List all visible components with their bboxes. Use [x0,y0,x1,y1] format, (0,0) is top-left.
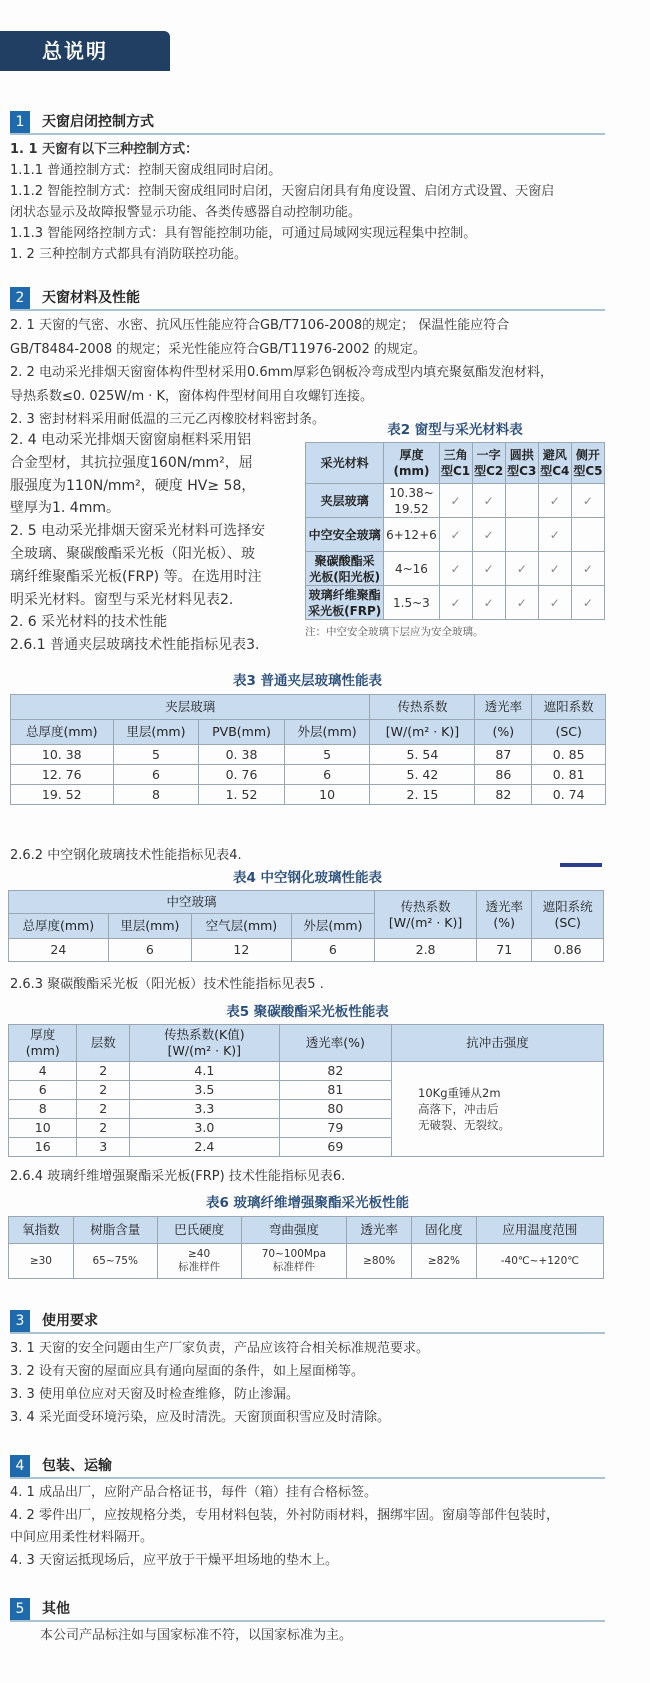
table-cell: 10.38~ 19.52 [384,484,439,518]
table-cell: 0. 38 [199,745,284,765]
column-header: 传热系数(K值) [W/(m² · K)] [130,1025,280,1062]
paragraph-line: 闭状态显示及故障报警显示功能、各类传感器自动控制功能。 [10,205,362,220]
section-5-body [40,1625,352,1647]
table-cell: 10. 38 [11,745,114,765]
section-4-heading [10,1455,605,1479]
column-header: 外层(mm) [284,720,370,745]
table-row [306,484,605,518]
paragraph-line: 2. 2 电动采光排烟天窗窗体构件型材采用0.6mm厚彩色钢板冷弯成型内填充聚氨酯发泡材料， [10,365,553,380]
table2-note: 注：中空安全玻璃下层应为安全玻璃。 [305,626,484,638]
table-cell: 5. 42 [370,765,475,785]
table-cell: ≥82% [412,1244,477,1279]
table4 [8,890,604,962]
table-cell: 5 [113,745,199,765]
column-header: 传热系数 [W/(m² · K)] [375,891,477,939]
row-header: 中空安全玻璃 [306,518,384,552]
table-cell: ≥40 标准样件 [157,1244,241,1279]
table6-title: 表6 玻璃纤维增强聚酯采光板性能 [205,1195,410,1211]
table2 [305,442,605,620]
check-cell: ✓ [472,484,505,518]
column-header: 里层(mm) [113,720,199,745]
paragraph-line: 2.6.1 普通夹层玻璃技术性能指标见表3. [10,637,260,654]
column-header: 应用温度范围 [476,1217,603,1244]
column-header: 三角 型C1 [439,443,472,484]
column-header: 弯曲强度 [241,1217,347,1244]
column-header: 抗冲击强度 [392,1025,604,1062]
table-cell: 0. 76 [199,765,284,785]
table-row [306,586,605,620]
column-header: (SC) [532,720,606,745]
paragraph-line: 本公司产品标注如与国家标准不符，以国家标准为主。 [40,1628,353,1643]
check-cell: ✓ [505,552,538,586]
table-cell: 6 [113,765,199,785]
table-cell: 3.3 [130,1100,280,1119]
section-2-heading [10,287,605,311]
column-header: 采光材料 [306,443,384,484]
paragraph-line: 明采光材料。窗型与采光材料见表2. [10,591,234,608]
table-cell: 2.4 [130,1138,280,1157]
check-cell: ✓ [505,586,538,620]
paragraph-line: 1.1.1 普通控制方式：控制天窗成组同时启闭。 [10,163,282,178]
table-cell: 86 [475,765,532,785]
column-header: 透光率 [475,695,532,720]
table-cell: 2 [77,1081,130,1100]
column-header: 空气层(mm) [192,914,292,939]
table-cell: 82 [279,1062,391,1081]
row-header: 聚碳酸酯采 光板(阳光板) [306,552,384,586]
table-cell: 65~75% [73,1244,157,1279]
table-cell: 12 [192,939,292,962]
check-cell: ✓ [571,484,604,518]
table-cell: 80 [279,1100,391,1119]
check-cell: ✓ [538,586,571,620]
table-cell: 16 [9,1138,77,1157]
column-header: 树脂含量 [73,1217,157,1244]
table-row [11,745,606,765]
section-5-heading [10,1598,605,1622]
column-header: 侧开 型C5 [571,443,604,484]
table-cell: 0.86 [532,939,604,962]
table-cell: 82 [475,785,532,805]
column-header: 氧指数 [9,1217,74,1244]
column-header: 外层(mm) [291,914,374,939]
table-cell: 3.0 [130,1119,280,1138]
section-title: 包装、运输 [42,1458,112,1474]
section-2-body [10,314,553,432]
paragraph-line: 1.1.2 智能控制方式：控制天窗成组同时启闭，天窗启闭具有角度设置、启闭方式设置、天窗启 [10,184,555,199]
paragraph-line: 3. 4 采光面受环境污染，应及时清洗。天窗顶面积雪应及时清除。 [10,1410,390,1425]
table3 [10,694,606,805]
table-cell: ≥80% [347,1244,412,1279]
paragraph-line: 中间应用柔性材料隔开。 [10,1530,154,1545]
column-header: PVB(mm) [199,720,284,745]
column-header: 总厚度(mm) [11,720,114,745]
table-cell: 19. 52 [11,785,114,805]
section-title: 天窗启闭控制方式 [42,114,154,130]
table-cell: 12. 76 [11,765,114,785]
table-cell: 0. 85 [532,745,606,765]
column-header: 固化度 [412,1217,477,1244]
table-header-row [9,891,604,914]
table-cell: 0. 81 [532,765,606,785]
table-cell: 2. 15 [370,785,475,805]
check-cell: ✓ [439,552,472,586]
table-cell: 4.1 [130,1062,280,1081]
column-header: 透光率(%) [279,1025,391,1062]
group-header: 夹层玻璃 [11,695,370,720]
table-header-row [306,443,605,484]
table-cell: 8 [9,1100,77,1119]
table-cell: 2.8 [375,939,477,962]
table-cell: 3 [77,1138,130,1157]
table-cell: -40℃~+120℃ [476,1244,603,1279]
table-cell: 70~100Mpa 标准样件 [241,1244,347,1279]
column-header: 遮阳系数 [532,695,606,720]
check-cell [505,518,538,552]
table-cell: 6+12+6 [384,518,439,552]
table3-title: 表3 普通夹层玻璃性能表 [232,673,383,689]
table-cell: 0. 74 [532,785,606,805]
column-header: 里层(mm) [108,914,191,939]
paragraph-line: 服强度为110N/mm²，硬度 HV≥ 58， [10,477,256,494]
table-cell: 79 [279,1119,391,1138]
check-cell [505,484,538,518]
table-cell: ≥30 [9,1244,74,1279]
check-cell: ✓ [538,518,571,552]
section-1-body [10,139,554,265]
table-cell: 2 [77,1062,130,1081]
table5 [8,1024,604,1157]
paragraph-line: 1. 2 三种控制方式都具有消防联控功能。 [10,247,247,262]
paragraph-line: 2. 3 密封材料采用耐低温的三元乙丙橡胶材料密封条。 [10,412,325,427]
table-header-row [11,695,606,720]
table-cell: 2 [77,1119,130,1138]
paragraph-line: 导热系数≤0. 025W/m · K，窗体构件型材间用自攻螺钉连接。 [10,388,374,404]
column-header: 透光率 [347,1217,412,1244]
table-cell: 71 [477,939,532,962]
paragraph-line: 2. 6 采光材料的技术性能 [10,614,168,631]
table-cell: 4~16 [384,552,439,586]
paragraph-line: 3. 1 天窗的安全问题由生产厂家负责，产品应该符合相关标准规范要求。 [10,1341,429,1356]
table-cell: 6 [284,765,370,785]
paragraph-line: 2. 1 天窗的气密、水密、抗风压性能应符合GB/T7106-2008的规定； 保温性能应符合 [10,318,510,333]
table-row [11,765,606,785]
paragraph-line: GB/T8484-2008 的规定；采光性能应符合GB/T11976-2002 的规定。 [10,341,426,357]
check-cell: ✓ [439,518,472,552]
check-cell: ✓ [472,586,505,620]
table2-title: 表2 窗型与采光材料表 [387,422,523,438]
column-header: 层数 [77,1025,130,1062]
section-number: 5 [10,1598,30,1620]
check-cell: ✓ [439,484,472,518]
column-header: 避风 型C4 [538,443,571,484]
check-cell: ✓ [538,484,571,518]
table-row [306,552,605,586]
check-cell: ✓ [571,552,604,586]
table-cell: 81 [279,1081,391,1100]
section-4-body [10,1482,559,1572]
column-header: 圆拱 型C3 [505,443,538,484]
check-cell: ✓ [472,518,505,552]
page-title: 总说明 [0,31,170,71]
paragraph-line: 3. 3 使用单位应对天窗及时检查维修，防止渗漏。 [10,1387,299,1402]
table-cell: 4 [9,1062,77,1081]
paragraph-2-6-4: 2.6.4 玻璃纤维增强聚酯采光板(FRP) 技术性能指标见表6. [10,1169,346,1184]
section-number: 3 [10,1310,30,1332]
column-header: 一字 型C2 [472,443,505,484]
paragraph-line: 2. 4 电动采光排烟天窗窗扇框料采用铝 [10,432,252,448]
table-cell: 1.5~3 [384,586,439,620]
paragraph-line: 4. 1 成品出厂，应附产品合格证书，每件（箱）挂有合格标签。 [10,1485,377,1500]
table-row [306,518,605,552]
check-cell: ✓ [571,586,604,620]
table-row [9,939,604,962]
section-title: 使用要求 [42,1313,98,1329]
section-number: 2 [10,287,30,309]
table-row [9,1062,604,1081]
section-2-left-column [10,429,265,657]
section-number: 1 [10,111,30,133]
column-header: 厚度 (mm) [384,443,439,484]
decorative-bar [560,863,602,867]
table-cell: 1. 52 [199,785,284,805]
table-cell: 3.5 [130,1081,280,1100]
paragraph-2-6-3: 2.6.3 聚碳酸酯采光板（阳光板）技术性能指标见表5 . [10,977,324,992]
check-cell: ✓ [472,552,505,586]
table-cell: 2 [77,1100,130,1119]
table-cell: 5. 54 [370,745,475,765]
check-cell: ✓ [538,552,571,586]
table-cell: 10 [284,785,370,805]
column-header: (%) [475,720,532,745]
paragraph-line: 2. 5 电动采光排烟天窗采光材料可选择安 [10,523,266,540]
check-cell [571,518,604,552]
paragraph-2-6-2: 2.6.2 中空钢化玻璃技术性能指标见表4. [10,848,242,863]
table6 [8,1216,604,1279]
table4-title: 表4 中空钢化玻璃性能表 [232,870,383,886]
table-cell: 5 [284,745,370,765]
column-header: 巴氏硬度 [157,1217,241,1244]
row-header: 玻璃纤维聚酯 采光板(FRP) [306,586,384,620]
paragraph-line: 3. 2 设有天窗的屋面应具有通向屋面的条件，如上屋面梯等。 [10,1364,364,1379]
table-cell: 6 [291,939,374,962]
paragraph-line: 1.1.3 智能网络控制方式：具有智能控制功能，可通过局域网实现远程集中控制。 [10,226,477,241]
section-3-body [10,1337,429,1429]
table-header-row [11,720,606,745]
column-header: 透光率 (%) [477,891,532,939]
column-header: [W/(m² · K)] [370,720,475,745]
table-cell: 69 [279,1138,391,1157]
column-header: 厚度 (mm) [9,1025,77,1062]
table5-title: 表5 聚碳酸酯采光板性能表 [226,1004,389,1020]
table-cell: 6 [9,1081,77,1100]
table-header-row [9,1025,604,1062]
column-header: 传热系数 [370,695,475,720]
paragraph-line: 全玻璃、聚碳酸酯采光板（阳光板）、玻 [10,545,255,562]
table-header-row [9,1217,604,1244]
table-row [11,785,606,805]
row-header: 夹层玻璃 [306,484,384,518]
column-header: 总厚度(mm) [9,914,109,939]
paragraph-line: 4. 3 天窗运抵现场后，应平放于干燥平坦场地的垫木上。 [10,1552,338,1568]
group-header: 中空玻璃 [9,891,375,914]
section-title: 其他 [42,1601,70,1617]
section-1-heading [10,111,605,135]
table-cell: 87 [475,745,532,765]
paragraph-line: 4. 2 零件出厂，应按规格分类，专用材料包装，外衬防雨材料，捆绑牢固。窗扇等部件包装时， [10,1507,559,1523]
section-title: 天窗材料及性能 [42,290,140,306]
table-cell: 6 [108,939,191,962]
table-cell: 10 [9,1119,77,1138]
table-cell: 8 [113,785,199,805]
column-header: 遮阳系统 (SC) [532,891,604,939]
table-cell: 24 [9,939,109,962]
table-row [9,1244,604,1279]
section-3-heading [10,1310,605,1334]
check-cell: ✓ [439,586,472,620]
impact-strength-cell: 10Kg重锤从2m 高落下，冲击后 无破裂、无裂纹。 [392,1062,604,1157]
section-number: 4 [10,1455,30,1477]
paragraph-line: 1. 1 天窗有以下三种控制方式： [10,142,199,157]
paragraph-line: 璃纤维聚酯采光板(FRP) 等。在选用时注 [10,568,262,585]
paragraph-line: 壁厚为1. 4mm。 [10,500,120,517]
paragraph-line: 合金型材，其抗拉强度160N/mm²，屈 [10,454,253,471]
